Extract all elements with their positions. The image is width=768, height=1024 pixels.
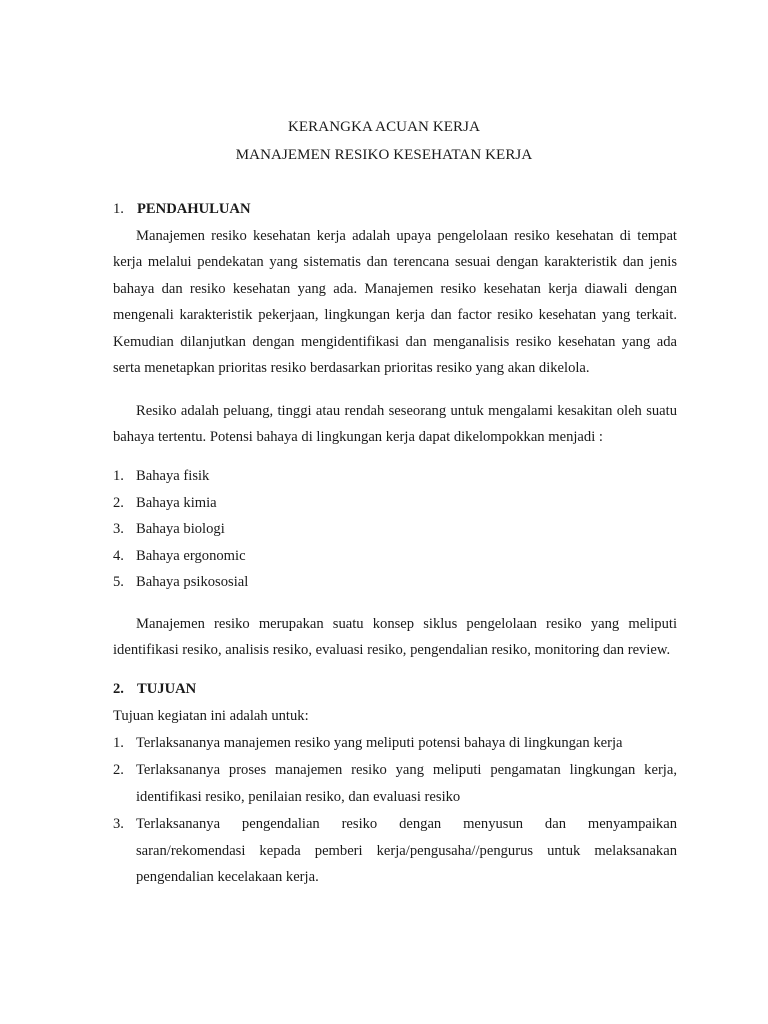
list-item bbox=[113, 543, 677, 570]
list-item-number: 2. bbox=[113, 494, 124, 511]
section-2-heading bbox=[113, 681, 196, 698]
document-title-line-1: KERANGKA ACUAN KERJA bbox=[287, 119, 480, 135]
list-item-number: 5. bbox=[113, 574, 124, 591]
section-2-title: TUJUAN bbox=[137, 681, 197, 697]
list-item-text: Bahaya psikososial bbox=[136, 574, 249, 591]
list-item-number: 1. bbox=[113, 735, 124, 751]
section-1-paragraph-2: Resiko adalah peluang, tinggi atau rendah seseorang untuk mengalami kesakitan oleh suatu bahaya tertentu. Potensi bahaya di lingkungan kerja dapat dikelompokkan menjadi : bbox=[113, 403, 677, 446]
section-2-intro: Tujuan kegiatan ini adalah untuk: bbox=[113, 708, 309, 724]
section-1-number: 1. bbox=[113, 201, 124, 217]
list-item bbox=[113, 490, 677, 517]
list-item bbox=[113, 516, 677, 543]
list-item-number: 2. bbox=[113, 762, 124, 779]
list-item-text: Bahaya kimia bbox=[136, 494, 217, 511]
section-2-number: 2. bbox=[113, 681, 124, 697]
list-item bbox=[113, 569, 677, 596]
hazard-list bbox=[113, 463, 677, 596]
list-item-number: 3. bbox=[113, 816, 124, 833]
list-item bbox=[113, 757, 677, 810]
list-item-text: Bahaya biologi bbox=[136, 521, 225, 538]
list-item bbox=[113, 730, 677, 756]
section-1-title: PENDAHULUAN bbox=[137, 201, 251, 217]
list-item-text: Bahaya fisik bbox=[136, 468, 210, 484]
goals-list bbox=[113, 730, 677, 891]
list-item-text: Terlaksananya manajemen resiko yang meliputi potensi bahaya di lingkungan kerja bbox=[136, 735, 623, 751]
list-item-number: 3. bbox=[113, 521, 124, 538]
list-item-text: Bahaya ergonomic bbox=[136, 547, 246, 564]
list-item-number: 4. bbox=[113, 547, 124, 564]
list-item-text: Terlaksananya pengendalian resiko dengan menyusun dan menyampaikan saran/rekomendasi kepada pemberi kerja/pengusaha//pengurus untuk melaksanakan pengendalian kecelakaan kerja. bbox=[136, 816, 677, 886]
list-item-text: Terlaksananya proses manajemen resiko yang meliputi pengamatan lingkungan kerja, identifikasi resiko, penilaian resiko, dan evaluasi resiko bbox=[136, 762, 677, 805]
section-1-paragraph-1: Manajemen resiko kesehatan kerja adalah upaya pengelolaan resiko kesehatan di tempat kerja melalui pendekatan yang sistematis dan terencana sesuai dengan karakteristik dan jenis bahaya dan resiko kesehatan yang ada. Manajemen resiko kesehatan kerja diawali dengan mengenali karakteristik pekerjaan, lingkungan kerja dan factor resiko kesehatan yang terkait. Kemudian dilanjutkan dengan mengidentifikasi dan menganalisis resiko kesehatan yang ada serta menetapkan prioritas resiko berdasarkan prioritas resiko yang akan dikelola. bbox=[113, 228, 677, 377]
list-item-number: 1. bbox=[113, 468, 124, 484]
section-1-heading bbox=[113, 201, 251, 218]
document-title-line-2: MANAJEMEN RESIKO KESEHATAN KERJA bbox=[235, 147, 533, 163]
list-item bbox=[113, 463, 677, 490]
list-item bbox=[113, 811, 677, 890]
section-1-paragraph-3: Manajemen resiko merupakan suatu konsep siklus pengelolaan resiko yang meliputi identifikasi resiko, analisis resiko, evaluasi resiko, pengendalian resiko, monitoring dan review. bbox=[113, 616, 677, 659]
